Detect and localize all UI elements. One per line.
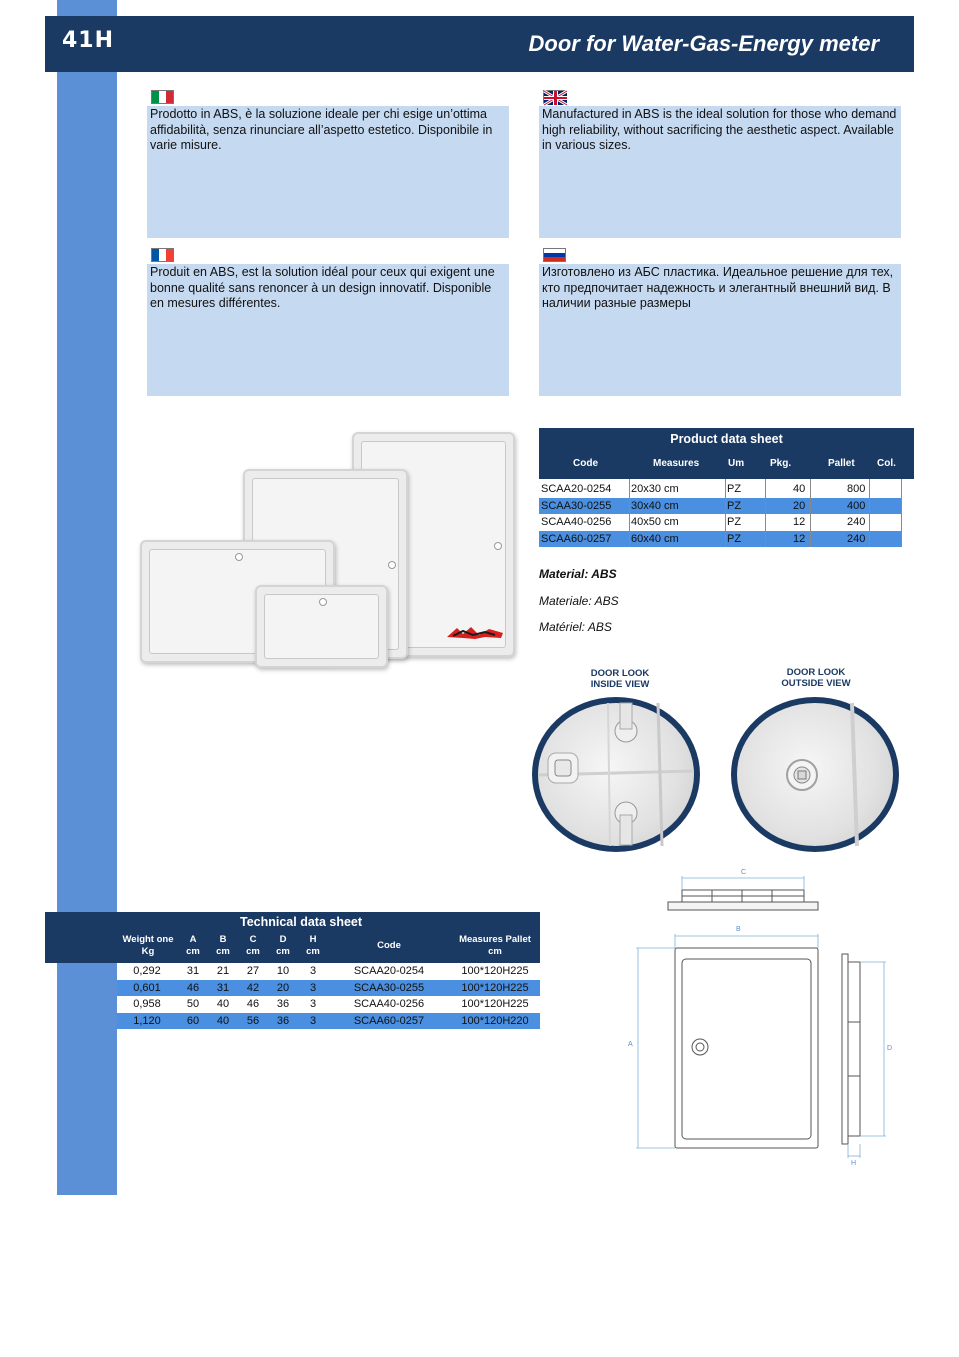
product-photo (135, 425, 520, 675)
technical-data-sheet-title: Technical data sheet (240, 915, 363, 929)
col-code: Code (573, 458, 598, 469)
outside-view-image (731, 697, 899, 852)
technical-drawing (620, 862, 893, 1172)
description-french: Produit en ABS, est la solution idéal pour ceux qui exigent une bonne qualité sans renoncer à un design innovatif. Disponible en mesures différentes. (147, 264, 509, 396)
outside-view-label: DOOR LOOK OUTSIDE VIEW (781, 667, 851, 689)
table-row: 0,292 31 21 27 10 3 SCAA20-0254 100*120H225 (133, 965, 529, 977)
description-russian: Изготовлено из АБС пластика. Идеальное решение для тех, кто предпочитает надежность и элегантный внешний вид. В наличии разные размеры (539, 264, 901, 396)
table-row: SCAA20-0254 20x30 cm PZ 40 800 (541, 483, 866, 495)
col-measures: Measures (653, 458, 700, 469)
dimension-c-label: C (741, 869, 747, 876)
brand-logo (445, 625, 505, 641)
col-um: Um (728, 458, 745, 469)
russia-flag-icon (543, 248, 566, 262)
material-fr: Matériel: ABS (539, 620, 612, 634)
page-title: Door for Water-Gas-Energy meter (528, 31, 879, 56)
dimension-d-label: D (887, 1045, 893, 1052)
col-h: H cm (306, 934, 320, 957)
page-code: 41H (62, 28, 115, 53)
description-italian: Prodotto in ABS, è la soluzione ideale per chi esige un’ottima affidabilità, senza rinunciare all’aspetto estetico. Disponibile in varie misure. (147, 106, 509, 238)
description-english: Manufactured in ABS is the ideal solution for those who demand high reliability, without sacrificing the aesthetic aspect. Available in various sizes. (539, 106, 901, 238)
col-b: B cm (216, 934, 230, 957)
italy-flag-icon (151, 90, 174, 104)
uk-flag-icon (543, 90, 566, 104)
dimension-a-label: A (628, 1041, 633, 1048)
col-measures-pallet: Measures Pallet cm (459, 934, 531, 957)
col-weight: Weight one Kg (122, 934, 174, 957)
inside-view-label: DOOR LOOK INSIDE VIEW (590, 668, 650, 690)
col-d: D cm (276, 934, 290, 957)
col-c: C cm (246, 934, 260, 957)
col-pallet: Pallet (828, 458, 855, 469)
door-small (255, 585, 388, 668)
product-data-sheet-title: Product data sheet (670, 432, 783, 446)
material-en: Material: ABS (539, 567, 617, 581)
product-data-sheet-header (539, 428, 914, 479)
col-code: Code (377, 940, 401, 951)
table-row: 1,120 60 40 56 36 3 SCAA60-0257 100*120H220 (117, 1013, 540, 1030)
col-pkg: Pkg. (770, 458, 792, 469)
col-col: Col. (877, 458, 896, 469)
technical-data-sheet-header (45, 912, 540, 963)
inside-view-image (532, 697, 700, 852)
col-a: A cm (186, 934, 200, 957)
dimension-h-label: H (851, 1160, 857, 1167)
france-flag-icon (151, 248, 174, 262)
table-row: 0,601 46 31 42 20 3 SCAA30-0255 100*120H225 (117, 980, 540, 997)
table-row: SCAA40-0256 40x50 cm PZ 12 240 (541, 516, 866, 528)
product-data-sheet (539, 428, 914, 547)
table-row: 0,958 50 40 46 36 3 SCAA40-0256 100*120H225 (133, 998, 529, 1010)
material-it: Materiale: ABS (539, 594, 619, 608)
technical-data-sheet (45, 912, 540, 1029)
table-row: SCAA30-0255 30x40 cm PZ 20 400 (539, 498, 901, 515)
dimension-b-label: B (736, 926, 741, 933)
table-row: SCAA60-0257 60x40 cm PZ 12 240 (539, 531, 901, 548)
